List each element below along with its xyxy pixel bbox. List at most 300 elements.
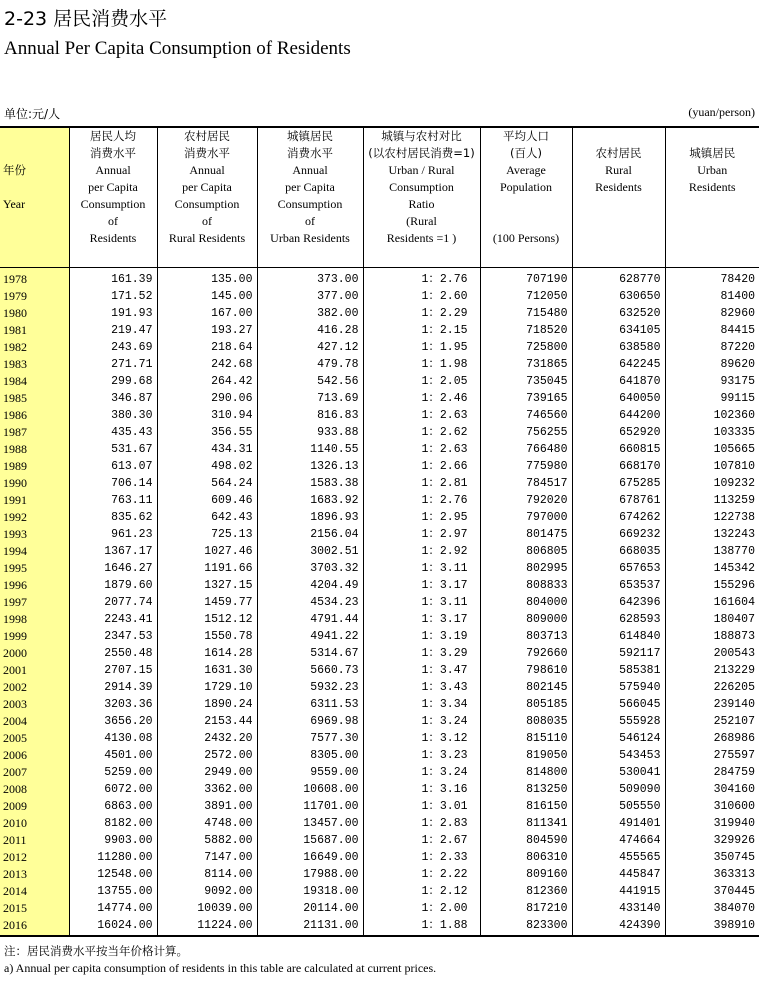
ratio-cell: 1：2.00 [363, 900, 480, 917]
rural-header-en-4: of [202, 214, 212, 228]
rural-population-cell: 674262 [572, 509, 665, 526]
residents-cell: 16024.00 [69, 917, 157, 936]
ratio-cell: 1：2.97 [363, 526, 480, 543]
pop-header-en-1: Average [506, 163, 546, 177]
urban-population-cell: 350745 [665, 849, 759, 866]
table-row [0, 322, 759, 339]
ratio-cell: 1：3.17 [363, 577, 480, 594]
urban-header-en-5: Urban Residents [270, 231, 350, 245]
rural-population-cell: 642396 [572, 594, 665, 611]
table-row [0, 611, 759, 628]
population-cell: 707190 [480, 268, 572, 289]
rural-population-cell: 628593 [572, 611, 665, 628]
population-cell: 812360 [480, 883, 572, 900]
pop-header-en-2: Population [499, 180, 552, 194]
ratio-cell: 1：2.12 [363, 883, 480, 900]
urban-cell: 5932.23 [257, 679, 363, 696]
table-row [0, 492, 759, 509]
rural-population-cell: 668035 [572, 543, 665, 560]
population-cell: 808035 [480, 713, 572, 730]
ratio-cell: 1：2.05 [363, 373, 480, 390]
ratio-cell: 1：2.76 [363, 492, 480, 509]
urban-cell: 933.88 [257, 424, 363, 441]
rural-cell: 725.13 [157, 526, 257, 543]
urban-cell: 1896.93 [257, 509, 363, 526]
table-row [0, 543, 759, 560]
population-cell: 798610 [480, 662, 572, 679]
urban-population-cell: 93175 [665, 373, 759, 390]
population-cell: 784517 [480, 475, 572, 492]
urban-population-cell: 103335 [665, 424, 759, 441]
year-cell: 1997 [0, 594, 69, 611]
residents-cell: 299.68 [69, 373, 157, 390]
ratio-header-cn-2: (以农村居民消费=1) [368, 146, 475, 160]
rural-header-en-1: Annual [189, 163, 225, 177]
table-row [0, 560, 759, 577]
ratio-cell: 1：2.15 [363, 322, 480, 339]
rural-population-cell: 543453 [572, 747, 665, 764]
residents-cell: 2243.41 [69, 611, 157, 628]
footnote-en: a) Annual per capita consumption of residents in this table are calculated at current prices. [4, 961, 437, 975]
residents-cell: 2077.74 [69, 594, 157, 611]
rural-population-cell: 441915 [572, 883, 665, 900]
ratio-header-en-2: Consumption [389, 180, 454, 194]
urban-header-cn-2: 消费水平 [287, 146, 333, 160]
urban-population-cell: 329926 [665, 832, 759, 849]
population-cell: 806310 [480, 849, 572, 866]
urban-cell: 16649.00 [257, 849, 363, 866]
residents-cell: 6863.00 [69, 798, 157, 815]
urban-population-cell: 132243 [665, 526, 759, 543]
table-row [0, 441, 759, 458]
rural-cell: 1890.24 [157, 696, 257, 713]
page-title-en: Annual Per Capita Consumption of Residents [4, 38, 351, 59]
population-cell: 815110 [480, 730, 572, 747]
table-row [0, 407, 759, 424]
residents-cell: 1879.60 [69, 577, 157, 594]
year-cell: 2000 [0, 645, 69, 662]
population-cell: 803713 [480, 628, 572, 645]
rural-cell: 1550.78 [157, 628, 257, 645]
year-cell: 2003 [0, 696, 69, 713]
rural-population-cell: 657653 [572, 560, 665, 577]
year-cell: 1995 [0, 560, 69, 577]
year-cell: 2015 [0, 900, 69, 917]
urban-cell: 4204.49 [257, 577, 363, 594]
ratio-cell: 1：3.34 [363, 696, 480, 713]
rural-cell: 1614.28 [157, 645, 257, 662]
year-cell: 2006 [0, 747, 69, 764]
residents-cell: 6072.00 [69, 781, 157, 798]
residents-header-en-5: Residents [89, 231, 137, 245]
urban-population-header [665, 127, 759, 268]
urban-population-cell: 78420 [665, 268, 759, 289]
year-cell: 2008 [0, 781, 69, 798]
unit-label-cn: 单位:元/人 [4, 107, 61, 121]
table-row [0, 696, 759, 713]
year-cell: 2007 [0, 764, 69, 781]
urban-cell: 382.00 [257, 305, 363, 322]
rural-population-cell: 433140 [572, 900, 665, 917]
table-row [0, 713, 759, 730]
rural-population-cell: 642245 [572, 356, 665, 373]
rural-population-cell: 566045 [572, 696, 665, 713]
rural-population-cell: 614840 [572, 628, 665, 645]
urban-population-cell: 268986 [665, 730, 759, 747]
population-cell: 805185 [480, 696, 572, 713]
population-cell: 806805 [480, 543, 572, 560]
year-cell: 2009 [0, 798, 69, 815]
ratio-cell: 1：3.23 [363, 747, 480, 764]
urban-cell: 19318.00 [257, 883, 363, 900]
rural-population-cell: 546124 [572, 730, 665, 747]
table-row [0, 373, 759, 390]
table-row [0, 288, 759, 305]
urban-population-cell: 239140 [665, 696, 759, 713]
year-cell: 1979 [0, 288, 69, 305]
pop-header-en-3 [481, 196, 572, 213]
ratio-cell: 1：2.46 [363, 390, 480, 407]
population-cell: 792020 [480, 492, 572, 509]
rural-cell: 11224.00 [157, 917, 257, 936]
urban-cell: 416.28 [257, 322, 363, 339]
rural-population-cell: 445847 [572, 866, 665, 883]
table-row [0, 339, 759, 356]
ratio-cell: 1：1.88 [363, 917, 480, 936]
ratio-cell: 1：2.22 [363, 866, 480, 883]
year-cell: 1987 [0, 424, 69, 441]
ratio-cell: 1：2.29 [363, 305, 480, 322]
table-row [0, 883, 759, 900]
urban-population-cell: 81400 [665, 288, 759, 305]
rural-population-cell: 505550 [572, 798, 665, 815]
rural-population-header-cn: 农村居民 [595, 146, 642, 160]
year-cell: 1980 [0, 305, 69, 322]
residents-header-cn-1: 居民人均 [90, 129, 136, 143]
rural-population-cell: 640050 [572, 390, 665, 407]
rural-population-cell: 634105 [572, 322, 665, 339]
urban-cell: 11701.00 [257, 798, 363, 815]
rural-population-cell: 575940 [572, 679, 665, 696]
year-cell: 1990 [0, 475, 69, 492]
population-cell: 811341 [480, 815, 572, 832]
rural-population-cell: 641870 [572, 373, 665, 390]
urban-population-cell: 155296 [665, 577, 759, 594]
urban-population-cell: 138770 [665, 543, 759, 560]
table-row [0, 849, 759, 866]
rural-header-en-5: Rural Residents [168, 231, 246, 245]
population-cell: 804590 [480, 832, 572, 849]
urban-cell: 15687.00 [257, 832, 363, 849]
footnote-cn: 注：居民消费水平按当年价格计算。 [4, 944, 188, 958]
urban-cell: 1140.55 [257, 441, 363, 458]
urban-population-cell: 363313 [665, 866, 759, 883]
urban-cell: 17988.00 [257, 866, 363, 883]
ratio-cell: 1：3.12 [363, 730, 480, 747]
year-cell: 2002 [0, 679, 69, 696]
rural-cell: 1191.66 [157, 560, 257, 577]
population-cell: 813250 [480, 781, 572, 798]
year-cell: 2014 [0, 883, 69, 900]
urban-cell: 6311.53 [257, 696, 363, 713]
table-row [0, 390, 759, 407]
ratio-cell: 1：2.60 [363, 288, 480, 305]
rural-cell: 498.02 [157, 458, 257, 475]
urban-population-cell: 188873 [665, 628, 759, 645]
urban-population-cell: 200543 [665, 645, 759, 662]
year-cell: 1988 [0, 441, 69, 458]
residents-header [69, 127, 157, 268]
residents-cell: 706.14 [69, 475, 157, 492]
residents-cell: 380.30 [69, 407, 157, 424]
pop-header-cn-1: 平均人口 [503, 129, 549, 143]
residents-cell: 2550.48 [69, 645, 157, 662]
residents-header-cn-2: 消费水平 [90, 146, 136, 160]
rural-population-cell: 474664 [572, 832, 665, 849]
residents-cell: 4501.00 [69, 747, 157, 764]
population-cell: 792660 [480, 645, 572, 662]
urban-cell: 3703.32 [257, 560, 363, 577]
rural-population-cell: 424390 [572, 917, 665, 936]
ratio-header-en-1: Urban / Rural [388, 163, 455, 177]
urban-cell: 713.69 [257, 390, 363, 407]
urban-population-cell: 310600 [665, 798, 759, 815]
urban-cell: 10608.00 [257, 781, 363, 798]
urban-population-cell: 145342 [665, 560, 759, 577]
year-cell: 1992 [0, 509, 69, 526]
urban-cell: 479.78 [257, 356, 363, 373]
rural-cell: 1512.12 [157, 611, 257, 628]
table-row [0, 268, 759, 289]
urban-population-header-cn: 城镇居民 [689, 146, 736, 160]
rural-cell: 1729.10 [157, 679, 257, 696]
urban-population-cell: 107810 [665, 458, 759, 475]
rural-cell: 434.31 [157, 441, 257, 458]
urban-population-cell: 213229 [665, 662, 759, 679]
urban-population-cell: 89620 [665, 356, 759, 373]
residents-cell: 346.87 [69, 390, 157, 407]
urban-population-cell: 275597 [665, 747, 759, 764]
ratio-cell: 1：1.95 [363, 339, 480, 356]
ratio-cell: 1：2.62 [363, 424, 480, 441]
urban-population-cell: 226205 [665, 679, 759, 696]
residents-cell: 271.71 [69, 356, 157, 373]
rural-cell: 2153.44 [157, 713, 257, 730]
ratio-cell: 1：2.33 [363, 849, 480, 866]
urban-population-cell: 180407 [665, 611, 759, 628]
rural-cell: 356.55 [157, 424, 257, 441]
table-row [0, 900, 759, 917]
residents-cell: 13755.00 [69, 883, 157, 900]
rural-cell: 564.24 [157, 475, 257, 492]
ratio-cell: 1：1.98 [363, 356, 480, 373]
urban-cell: 4791.44 [257, 611, 363, 628]
residents-cell: 5259.00 [69, 764, 157, 781]
year-cell: 2005 [0, 730, 69, 747]
table-row [0, 577, 759, 594]
urban-population-cell: 105665 [665, 441, 759, 458]
ratio-cell: 1：3.11 [363, 560, 480, 577]
rural-cell: 193.27 [157, 322, 257, 339]
table-row [0, 866, 759, 883]
rural-population-cell: 653537 [572, 577, 665, 594]
ratio-cell: 1：2.83 [363, 815, 480, 832]
year-cell: 1984 [0, 373, 69, 390]
residents-cell: 613.07 [69, 458, 157, 475]
rural-population-cell: 644200 [572, 407, 665, 424]
urban-header-en-4: of [305, 214, 315, 228]
rural-cell: 264.42 [157, 373, 257, 390]
urban-header-en-1: Annual [292, 163, 328, 177]
rural-cell: 1631.30 [157, 662, 257, 679]
urban-cell: 7577.30 [257, 730, 363, 747]
table-row [0, 458, 759, 475]
ratio-cell: 1：3.47 [363, 662, 480, 679]
urban-cell: 21131.00 [257, 917, 363, 936]
year-cell: 1989 [0, 458, 69, 475]
rural-cell: 642.43 [157, 509, 257, 526]
population-cell: 819050 [480, 747, 572, 764]
ratio-cell: 1：2.63 [363, 407, 480, 424]
urban-header-en-2: per Capita [285, 180, 335, 194]
year-cell: 2011 [0, 832, 69, 849]
urban-population-cell: 87220 [665, 339, 759, 356]
residents-cell: 219.47 [69, 322, 157, 339]
rural-cell: 135.00 [157, 268, 257, 289]
year-cell: 1993 [0, 526, 69, 543]
urban-cell: 1683.92 [257, 492, 363, 509]
table-row [0, 662, 759, 679]
residents-header-en-3: Consumption [80, 197, 146, 211]
urban-cell: 8305.00 [257, 747, 363, 764]
table-row [0, 526, 759, 543]
population-cell: 823300 [480, 917, 572, 936]
residents-header-en-2: per Capita [88, 180, 138, 194]
rural-cell: 3362.00 [157, 781, 257, 798]
population-cell: 797000 [480, 509, 572, 526]
urban-population-cell: 304160 [665, 781, 759, 798]
table-row [0, 730, 759, 747]
population-cell: 712050 [480, 288, 572, 305]
residents-cell: 1367.17 [69, 543, 157, 560]
rural-cell: 609.46 [157, 492, 257, 509]
year-cell: 1983 [0, 356, 69, 373]
ratio-cell: 1：3.43 [363, 679, 480, 696]
ratio-cell: 1：2.66 [363, 458, 480, 475]
residents-cell: 9903.00 [69, 832, 157, 849]
population-cell: 809000 [480, 611, 572, 628]
year-cell: 1999 [0, 628, 69, 645]
rural-cell: 5882.00 [157, 832, 257, 849]
year-cell: 2001 [0, 662, 69, 679]
rural-population-cell: 530041 [572, 764, 665, 781]
ratio-cell: 1：3.17 [363, 611, 480, 628]
residents-cell: 8182.00 [69, 815, 157, 832]
table-body [0, 268, 759, 937]
urban-cell: 427.12 [257, 339, 363, 356]
urban-cell: 377.00 [257, 288, 363, 305]
urban-population-cell: 82960 [665, 305, 759, 322]
pop-header-cn-2: (百人) [510, 146, 542, 160]
year-header-cn: 年份 [3, 163, 26, 177]
urban-cell: 1583.38 [257, 475, 363, 492]
population-cell: 814800 [480, 764, 572, 781]
rural-population-header [572, 127, 665, 268]
rural-cell: 4748.00 [157, 815, 257, 832]
table-row [0, 917, 759, 936]
rural-population-cell: 669232 [572, 526, 665, 543]
rural-cell: 3891.00 [157, 798, 257, 815]
population-cell: 804000 [480, 594, 572, 611]
urban-population-cell: 122738 [665, 509, 759, 526]
rural-cell: 2432.20 [157, 730, 257, 747]
residents-cell: 11280.00 [69, 849, 157, 866]
rural-population-cell: 630650 [572, 288, 665, 305]
residents-cell: 3203.36 [69, 696, 157, 713]
urban-population-cell: 84415 [665, 322, 759, 339]
residents-cell: 435.43 [69, 424, 157, 441]
year-cell: 2016 [0, 917, 69, 936]
population-cell: 808833 [480, 577, 572, 594]
consumption-table [0, 126, 759, 937]
table-row [0, 645, 759, 662]
ratio-cell: 1：3.29 [363, 645, 480, 662]
rural-population-cell: 632520 [572, 305, 665, 322]
ratio-cell: 1：2.92 [363, 543, 480, 560]
year-cell: 1985 [0, 390, 69, 407]
population-cell: 775980 [480, 458, 572, 475]
rural-population-cell: 638580 [572, 339, 665, 356]
population-cell: 739165 [480, 390, 572, 407]
rural-cell: 1327.15 [157, 577, 257, 594]
urban-population-cell: 109232 [665, 475, 759, 492]
rural-population-cell: 628770 [572, 268, 665, 289]
year-cell: 1986 [0, 407, 69, 424]
urban-population-header-en-1: Urban [697, 163, 728, 177]
table-row [0, 356, 759, 373]
ratio-cell: 1：2.67 [363, 832, 480, 849]
urban-cell: 5660.73 [257, 662, 363, 679]
ratio-cell: 1：3.19 [363, 628, 480, 645]
urban-cell: 6969.98 [257, 713, 363, 730]
ratio-cell: 1：3.24 [363, 713, 480, 730]
population-cell: 766480 [480, 441, 572, 458]
urban-population-cell: 99115 [665, 390, 759, 407]
rural-cell: 2949.00 [157, 764, 257, 781]
urban-population-cell: 319940 [665, 815, 759, 832]
year-header [0, 127, 69, 268]
rural-cell: 10039.00 [157, 900, 257, 917]
rural-population-cell: 652920 [572, 424, 665, 441]
ratio-cell: 1：3.16 [363, 781, 480, 798]
pop-header-en-5: (100 Persons) [492, 231, 560, 245]
urban-population-header-en-2: Residents [688, 180, 736, 194]
rural-cell: 242.68 [157, 356, 257, 373]
ratio-header [363, 127, 480, 268]
rural-header-en-3: Consumption [174, 197, 240, 211]
rural-cell: 1027.46 [157, 543, 257, 560]
rural-population-cell: 585381 [572, 662, 665, 679]
urban-population-cell: 252107 [665, 713, 759, 730]
rural-cell: 7147.00 [157, 849, 257, 866]
ratio-cell: 1：3.24 [363, 764, 480, 781]
urban-population-cell: 384070 [665, 900, 759, 917]
residents-cell: 171.52 [69, 288, 157, 305]
year-cell: 1996 [0, 577, 69, 594]
residents-cell: 161.39 [69, 268, 157, 289]
page-title-cn: 2-23 居民消费水平 [4, 8, 168, 30]
population-cell: 817210 [480, 900, 572, 917]
